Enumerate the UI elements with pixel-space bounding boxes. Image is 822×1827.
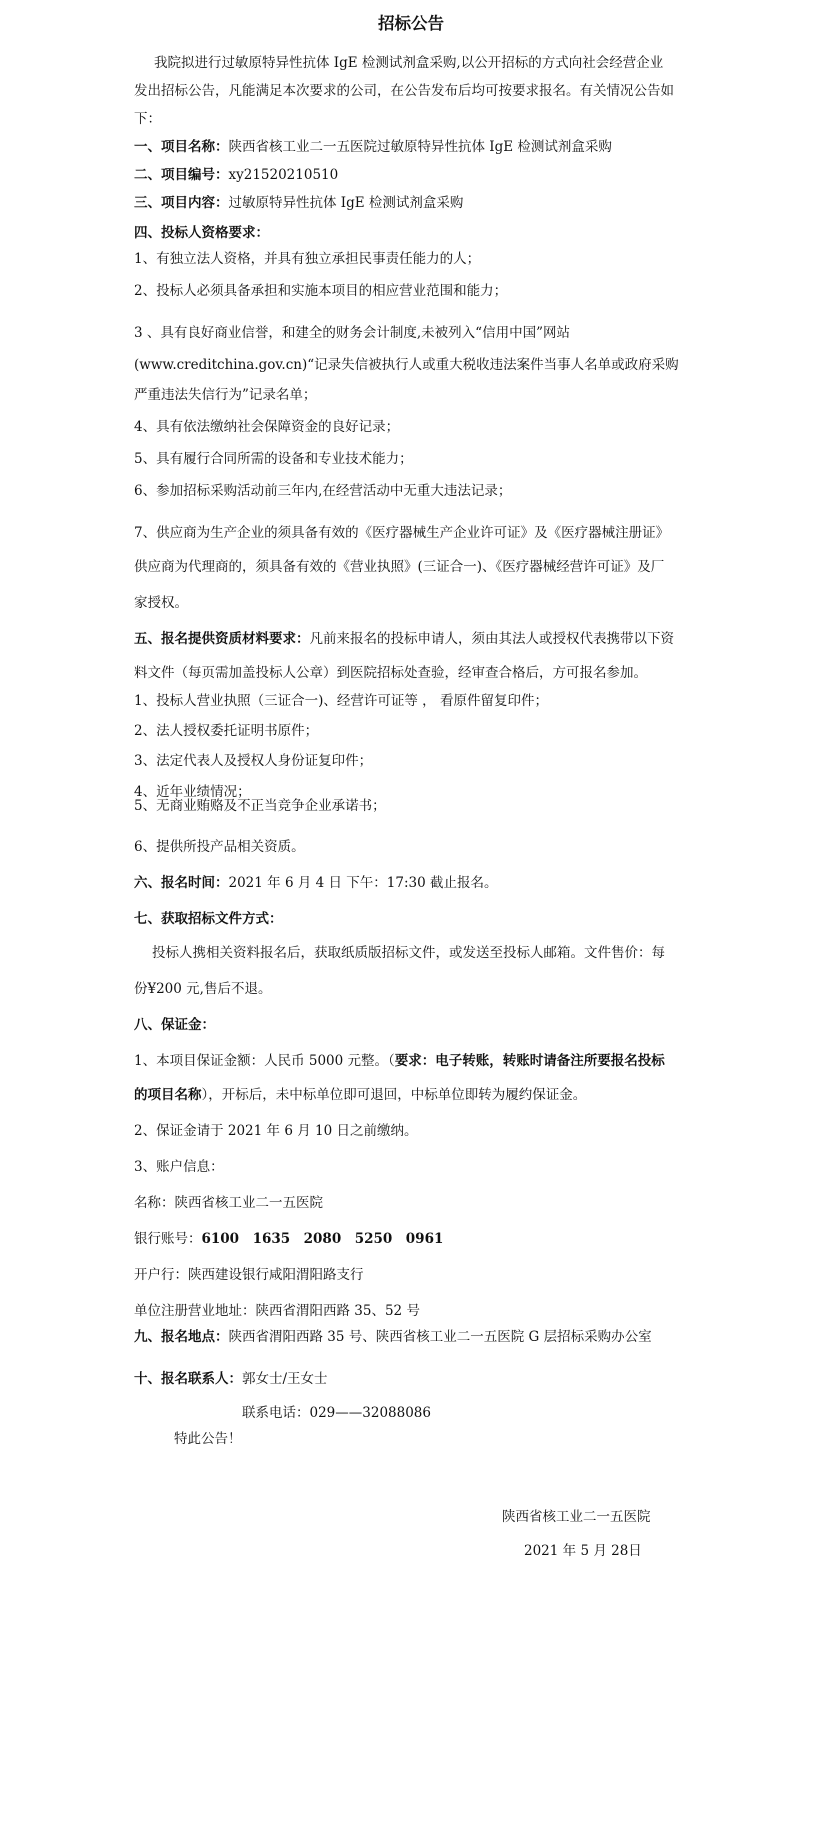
deposit-line-2	[134, 1086, 694, 1105]
materials-item: 4、近年业绩情况；	[134, 784, 251, 800]
signature-date: 2021 年 5 月 28日	[524, 1543, 642, 1559]
section-project-content	[134, 194, 694, 213]
document-title: 招标公告	[378, 14, 444, 33]
intro-line-1: 我院拟进行过敏原特异性抗体 IgE 检测试剂盒采购,以公开招标的方式向社会经营企业	[154, 55, 664, 71]
account-info-label: 3、账户信息：	[134, 1159, 224, 1175]
section-label: 六、报名时间：	[134, 875, 229, 891]
requirement-item: 4、具有依法缴纳社会保障资金的良好记录；	[134, 419, 400, 435]
section-value: xy21520210510	[228, 167, 339, 183]
requirement-item: 6、参加招标采购活动前三年内,在经营活动中无重大违法记录；	[134, 483, 512, 499]
deposit-text: 1、本项目保证金额：人民币 5000 元整。（	[134, 1053, 395, 1069]
section-value: 2021 年 6 月 4 日 下午：17:30 截止报名。	[228, 875, 498, 891]
section-label: 十、报名联系人：	[134, 1371, 242, 1387]
requirement-item: 3 、具有良好商业信誉，和建全的财务会计制度,未被列入“信用中国”网站	[134, 325, 570, 341]
requirement-item: 1、有独立法人资格，并具有独立承担民事责任能力的人；	[134, 251, 481, 267]
materials-item: 5、无商业贿赂及不正当竞争企业承诺书；	[134, 798, 386, 814]
section-value: 郭女士/王女士	[242, 1371, 328, 1387]
section-label: 九、报名地点：	[134, 1329, 229, 1345]
obtain-docs-line: 投标人携相关资料报名后，获取纸质版招标文件，或发送至投标人邮箱。文件售价：每	[152, 945, 665, 961]
section-materials-heading	[134, 630, 694, 649]
section-label: 三、项目内容：	[134, 195, 229, 211]
account-number	[134, 1230, 694, 1249]
section-value: 陕西省渭阳西路 35 号、陕西省核工业二一五医院 G 层招标采购办公室	[228, 1329, 652, 1345]
requirement-item: 5、具有履行合同所需的设备和专业技术能力；	[134, 451, 413, 467]
intro-line-3: 下：	[134, 111, 161, 127]
section-contact	[134, 1370, 694, 1389]
section-label: 五、报名提供资质材料要求：	[134, 631, 310, 647]
section-bidder-requirements-heading: 四、投标人资格要求：	[134, 225, 269, 241]
materials-line: 料文件（每页需加盖投标人公章）到医院招标处查验，经审查合格后，方可报名参加。	[134, 665, 647, 681]
requirement-item: 严重违法失信行为”记录名单；	[134, 387, 317, 403]
contact-phone: 联系电话：029——32088086	[242, 1405, 431, 1421]
requirement-item: 2、投标人必须具备承担和实施本项目的相应营业范围和能力；	[134, 283, 508, 299]
requirement-item: 家授权。	[134, 595, 188, 611]
deposit-deadline: 2、保证金请于 2021 年 6 月 10 日之前缴纳。	[134, 1123, 418, 1139]
section-registration-time	[134, 874, 694, 893]
account-number-value: 6100 1635 2080 5250 0961	[201, 1231, 444, 1247]
obtain-docs-line: 份¥200 元,售后不退。	[134, 981, 272, 997]
account-number-label: 银行账号：	[134, 1231, 202, 1247]
section-label: 一、项目名称：	[134, 139, 229, 155]
section-value: 过敏原特异性抗体 IgE 检测试剂盒采购	[228, 195, 464, 211]
intro-line-2: 发出招标公告，凡能满足本次要求的公司，在公告发布后均可按要求报名。有关情况公告如	[134, 83, 674, 99]
section-project-name	[134, 138, 694, 157]
registered-address: 单位注册营业地址：陕西省渭阳西路 35、52 号	[134, 1303, 420, 1319]
section-label: 二、项目编号：	[134, 167, 229, 183]
materials-item: 3、法定代表人及授权人身份证复印件；	[134, 753, 373, 769]
section-value: 陕西省核工业二一五医院过敏原特异性抗体 IgE 检测试剂盒采购	[228, 139, 612, 155]
deposit-requirement: 要求：电子转账，转账时请备注所要报名投标	[394, 1053, 665, 1069]
requirement-item: 供应商为代理商的，须具备有效的《营业执照》(三证合一)、《医疗器械经营许可证》及厂	[134, 559, 665, 575]
materials-item: 1、投标人营业执照（三证合一)、经营许可证等 ， 看原件留复印件；	[134, 693, 548, 709]
deposit-requirement: 的项目名称	[134, 1087, 202, 1103]
account-bank: 开户行：陕西建设银行咸阳渭阳路支行	[134, 1267, 364, 1283]
closing-notice: 特此公告！	[174, 1431, 242, 1447]
section-value: 凡前来报名的投标申请人，须由其法人或授权代表携带以下资	[309, 631, 674, 647]
requirement-item: (www.creditchina.gov.cn)“记录失信被执行人或重大税收违法案件当事人名单或政府采购	[134, 357, 679, 373]
deposit-text: ），开标后，未中标单位即可退回，中标单位即转为履约保证金。	[201, 1087, 587, 1103]
deposit-line-1	[134, 1052, 694, 1071]
materials-item: 2、法人授权委托证明书原件；	[134, 723, 319, 739]
materials-item: 6、提供所投产品相关资质。	[134, 839, 305, 855]
section-deposit-heading: 八、保证金：	[134, 1017, 215, 1033]
section-obtain-docs-heading: 七、获取招标文件方式：	[134, 911, 283, 927]
signature-organization: 陕西省核工业二一五医院	[502, 1509, 651, 1525]
section-registration-location	[134, 1328, 694, 1347]
account-name: 名称：陕西省核工业二一五医院	[134, 1195, 323, 1211]
section-project-number	[134, 166, 694, 185]
requirement-item: 7、供应商为生产企业的须具备有效的《医疗器械生产企业许可证》及《医疗器械注册证》	[134, 525, 670, 541]
